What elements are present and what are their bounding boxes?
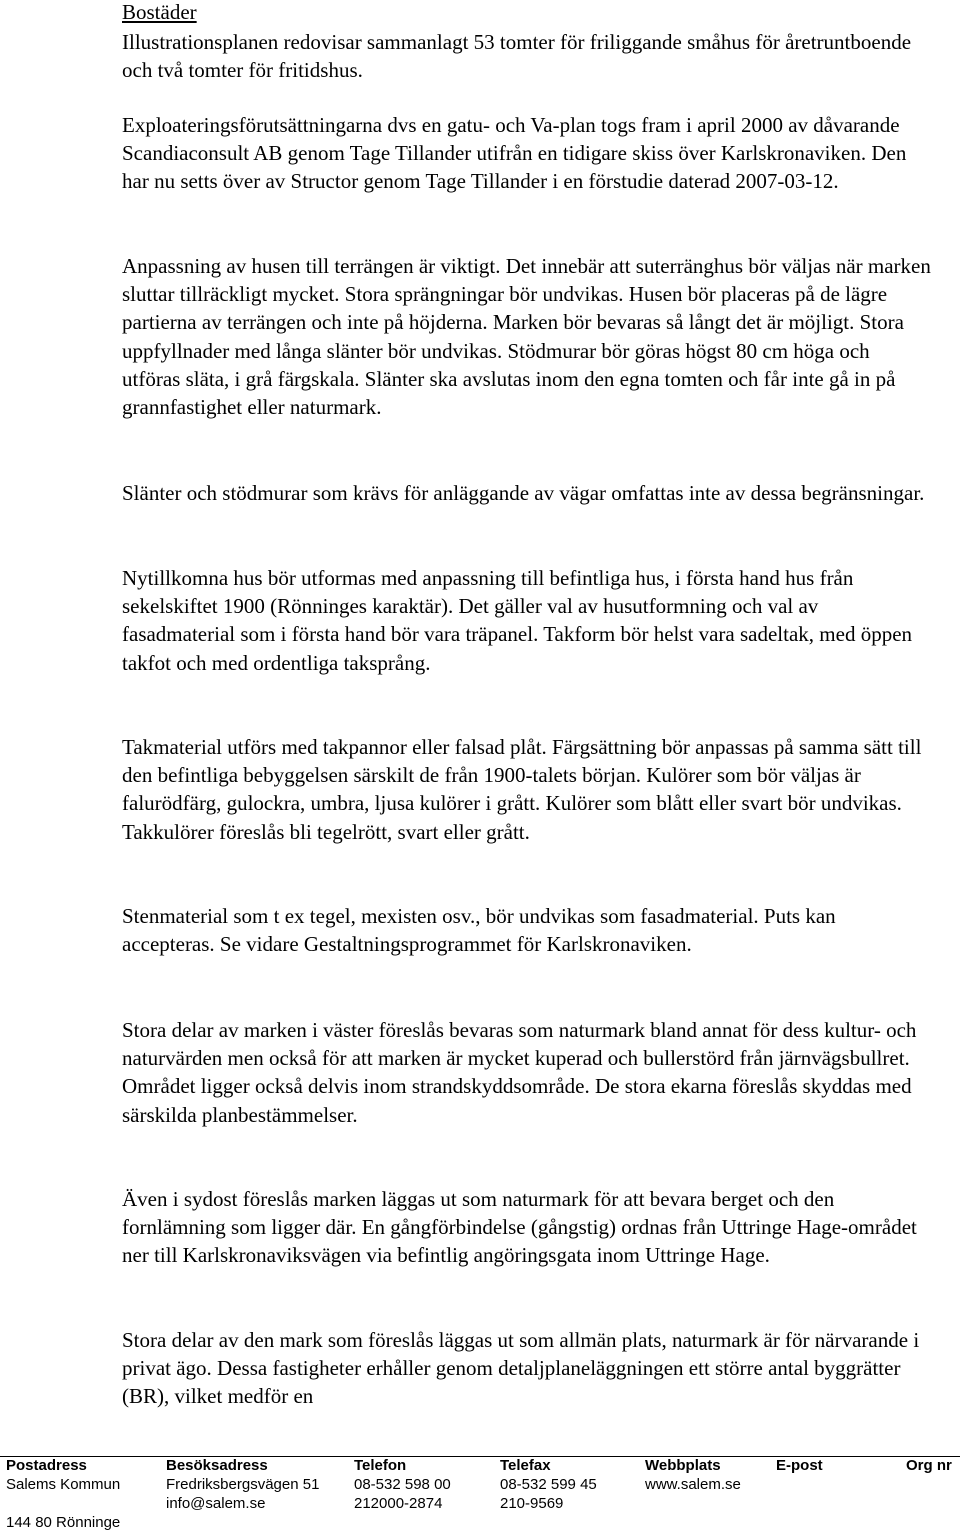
paragraph-1: Illustrationsplanen redovisar sammanlagt 53 tomter för friliggande småhus för åretruntboende och två tomter för fritidshus. <box>122 30 912 83</box>
footer-value: 08-532 598 00 <box>354 1476 451 1493</box>
paragraph-4: Slänter och stödmurar som krävs för anläggande av vägar omfattas inte av dessa begränsningar. <box>122 481 925 505</box>
footer-label: Besöksadress <box>166 1457 268 1474</box>
footer-label: Webbplats <box>645 1457 721 1474</box>
footer-label: Org nr <box>906 1457 952 1474</box>
footer-value <box>6 1494 120 1513</box>
footer-value: 144 80 Rönninge <box>6 1514 121 1531</box>
footer-value: 08-532 599 45 <box>500 1476 597 1493</box>
paragraph-9: Även i sydost föreslås marken läggas ut som naturmark för att bevara berget och den fornlämning som ligger där. En gångförbindelse (gångstig) ordnas från Uttringe Hage-området ner till Karlskronaviksvägen via befintlig angöringsgata inom Uttringe Hage. <box>122 1187 917 1268</box>
footer-label: Telefax <box>500 1457 551 1474</box>
footer-orgnr <box>906 1456 952 1475</box>
footer-value: Fredriksbergsvägen 51 <box>166 1476 320 1493</box>
section-heading: Bostäder <box>122 0 197 24</box>
paragraph-8: Stora delar av marken i väster föreslås bevaras som naturmark bland annat för dess kultur- och naturvärden men också för att marken är mycket kuperad och bullerstörd från järnvägsbullret. Området ligger också delvis inom strandskyddsområde. De stora ekarna föreslås skyddas med särskilda planbestämmelser. <box>122 1018 917 1127</box>
paragraph-5: Nytillkomna hus bör utformas med anpassning till befintliga hus, i första hand hus från sekelskiftet 1900 (Rönninges karaktär). Det gäller val av husutformning och val av fasadmaterial som i första hand bör vara träpanel. Takform bör helst vara sadeltak, med öppen takfot och med ordentliga taksprång. <box>122 566 913 675</box>
footer-telefon <box>354 1456 451 1513</box>
paragraph-7: Stenmaterial som t ex tegel, mexisten osv., bör undvikas som fasadmaterial. Puts kan accepteras. Se vidare Gestaltningsprogrammet för Karlskronaviken. <box>122 904 836 957</box>
footer-label: E-post <box>776 1457 823 1474</box>
footer-email[interactable]: info@salem.se <box>166 1495 266 1512</box>
letterhead-footer <box>0 1448 960 1534</box>
paragraph-10: Stora delar av den mark som föreslås läggas ut som allmän plats, naturmark är för närvarande i privat ägo. Dessa fastigheter erhåller genom detaljplaneläggningen ett större antal byggrätter (BR), vilket medför en <box>122 1328 920 1409</box>
footer-value: 212000-2874 <box>354 1495 443 1512</box>
footer-epost <box>776 1456 823 1475</box>
footer-webbplats <box>645 1456 741 1494</box>
footer-label: Postadress <box>6 1457 87 1474</box>
footer-telefax <box>500 1456 597 1513</box>
footer-besoksadress <box>166 1456 319 1513</box>
paragraph-2: Exploateringsförutsättningarna dvs en gatu- och Va-plan togs fram i april 2000 av dåvarande Scandiaconsult AB genom Tage Tillander utifrån en tidigare skiss över Karlskronaviken. Den har nu setts över av Structor genom Tage Tillander i en förstudie daterad 2007-03-12. <box>122 113 907 194</box>
footer-label: Telefon <box>354 1457 407 1474</box>
footer-postadress <box>6 1456 120 1532</box>
paragraph-3: Anpassning av husen till terrängen är viktigt. Det innebär att suterränghus bör väljas när marken sluttar tillräckligt mycket. Stora sprängningar bör undvikas. Husen bör placeras på de lägre partierna av terrängen och inte på höjderna. Marken bör bevaras så långt det är möjligt. Stora uppfyllnader med långa slänter bör undvikas. Stödmurar bör göras högst 80 cm höga och utföras släta, i grå färgskala. Slänter ska avslutas inom den egna tomten och får inte gå in på grannfastighet eller naturmark. <box>122 254 931 420</box>
footer-website-link[interactable]: www.salem.se <box>645 1476 741 1493</box>
footer-value: 210-9569 <box>500 1495 564 1512</box>
paragraph-6: Takmaterial utförs med takpannor eller falsad plåt. Färgsättning bör anpassas på samma sätt till den befintliga bebyggelsen särskilt de från 1900-talets början. Kulörer som bör väljas är falurödfärg, gulockra, umbra, ljusa kulörer i grått. Kulörer som blått eller svart bör undvikas. Takkulörer föreslås bli tegelrött, svart eller grått. <box>122 735 922 844</box>
footer-value: Salems Kommun <box>6 1476 121 1493</box>
